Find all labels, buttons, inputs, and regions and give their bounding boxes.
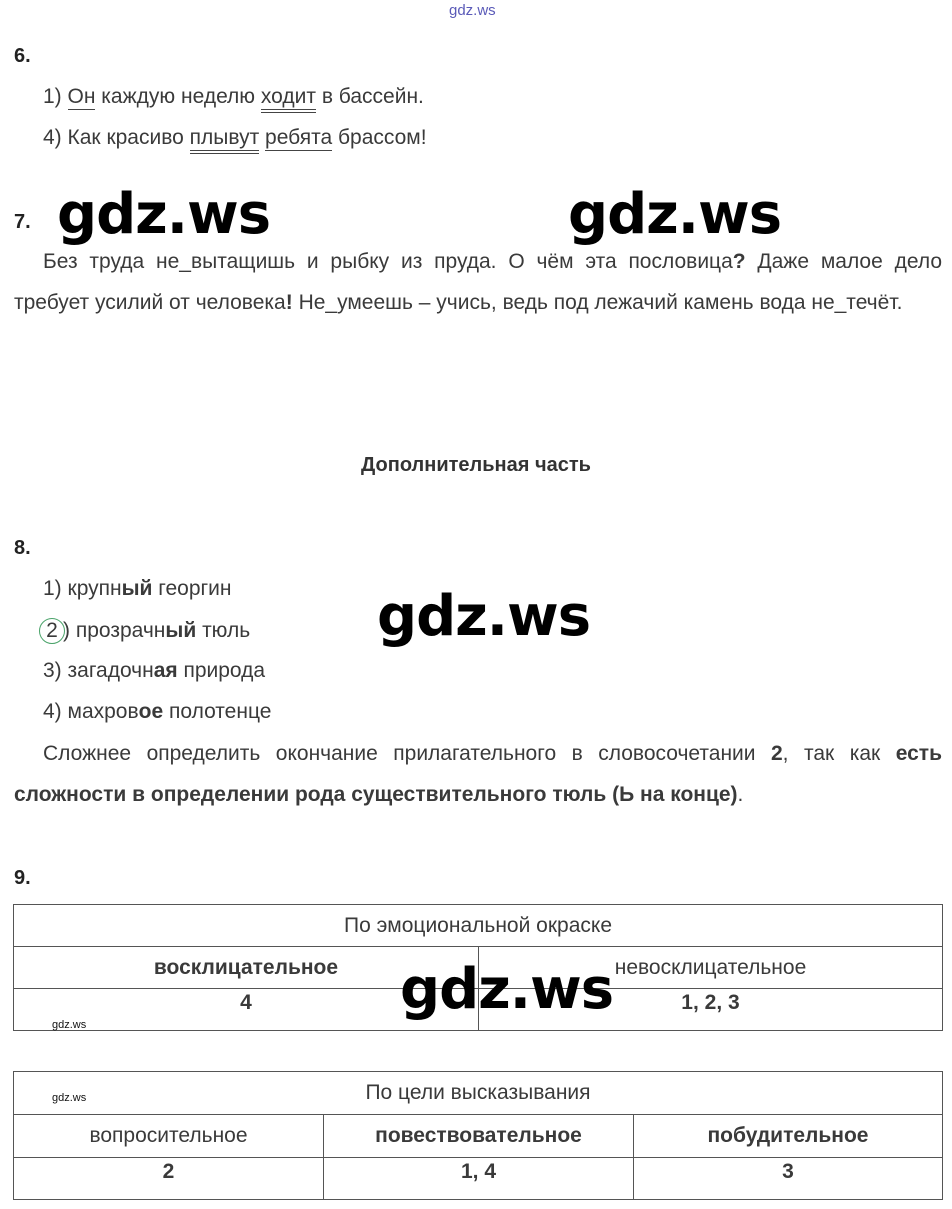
- task-9-number: 9.: [14, 867, 31, 889]
- task-8-item-4: [43, 700, 271, 724]
- predicate-underline: плывут: [190, 126, 260, 154]
- table-cell: 1, 2, 3: [479, 989, 943, 1031]
- table-title: По эмоциональной окраске: [14, 905, 943, 947]
- section-heading: Дополнительная часть: [361, 454, 591, 476]
- item-ending: ая: [153, 659, 178, 682]
- text-part: Без труда не_вытащишь и рыбку из пруда. О чём эта пословица: [43, 250, 733, 273]
- task-7-paragraph: [14, 241, 942, 323]
- task-8-item-1: [43, 577, 232, 601]
- task-6-line-1: [43, 85, 424, 109]
- line-mid: каждую неделю: [95, 85, 261, 108]
- watermark-small-2: gdz.ws: [52, 1092, 87, 1104]
- table-cell: 1, 4: [324, 1158, 634, 1200]
- item-ending: ый: [121, 577, 153, 600]
- line-rest: брассом!: [332, 126, 427, 149]
- item-rest: тюль: [196, 619, 251, 642]
- watermark-big-2: gdz.ws: [568, 182, 782, 247]
- text-bold: 2: [770, 742, 783, 765]
- item-rest: георгин: [152, 577, 232, 600]
- task-6-number: 6.: [14, 45, 31, 67]
- table-header: невосклицательное: [479, 947, 943, 989]
- watermark-small-1: gdz.ws: [52, 1019, 87, 1031]
- table-title: По цели высказывания: [14, 1072, 943, 1115]
- line-rest: в бассейн.: [315, 85, 424, 108]
- table-cell: 4: [14, 989, 479, 1031]
- item-rest: природа: [177, 659, 266, 682]
- watermark-big-1: gdz.ws: [57, 182, 271, 247]
- task-8-explanation: [14, 733, 942, 815]
- item-prefix: 1) крупн: [43, 577, 122, 600]
- watermark-big-3: gdz.ws: [377, 584, 591, 649]
- text-part: Даже малое дело требует усилий от человека: [14, 250, 943, 314]
- item-ending: ое: [138, 700, 164, 723]
- punct-bold: ?: [732, 250, 746, 273]
- task-8-number: 8.: [14, 537, 31, 559]
- item-prefix: ) прозрачн: [63, 619, 166, 642]
- task-6-line-2: [43, 126, 427, 150]
- text-bold: есть сложности в определении рода существительного тюль (Ь на конце): [14, 742, 942, 806]
- table-cell: 3: [634, 1158, 943, 1200]
- text-part: .: [737, 783, 744, 806]
- text-part: Не_умеешь – учись, ведь под лежачий камень вода не_течёт.: [292, 291, 903, 314]
- line-prefix: 1): [43, 85, 68, 108]
- punct-bold: !: [285, 291, 293, 314]
- table-header: восклицательное: [14, 947, 479, 989]
- purpose-table: [13, 1071, 943, 1200]
- table-header: побудительное: [634, 1115, 943, 1158]
- item-prefix: 4) махров: [43, 700, 139, 723]
- item-ending: ый: [165, 619, 197, 642]
- predicate-underline: ходит: [261, 85, 316, 113]
- watermark-top: gdz.ws: [449, 2, 496, 19]
- task-8-item-2: [43, 618, 250, 644]
- task-8-item-3: [43, 659, 265, 683]
- line-prefix: 4) Как красиво: [43, 126, 190, 149]
- subject-underline: ребята: [265, 126, 333, 149]
- item-rest: полотенце: [163, 700, 272, 723]
- task-7-number: 7.: [14, 211, 31, 233]
- table-cell: 2: [14, 1158, 324, 1200]
- subject-underline: Он: [67, 85, 96, 108]
- item-prefix: 3) загадочн: [43, 659, 154, 682]
- answer-circle: 2: [39, 618, 65, 644]
- watermark-big-4: gdz.ws: [400, 957, 614, 1022]
- text-part: Сложнее определить окончание прилагательного в словосочетании: [43, 742, 771, 765]
- table-header: повествовательное: [324, 1115, 634, 1158]
- text-part: , так как: [782, 742, 896, 765]
- table-header: вопросительное: [14, 1115, 324, 1158]
